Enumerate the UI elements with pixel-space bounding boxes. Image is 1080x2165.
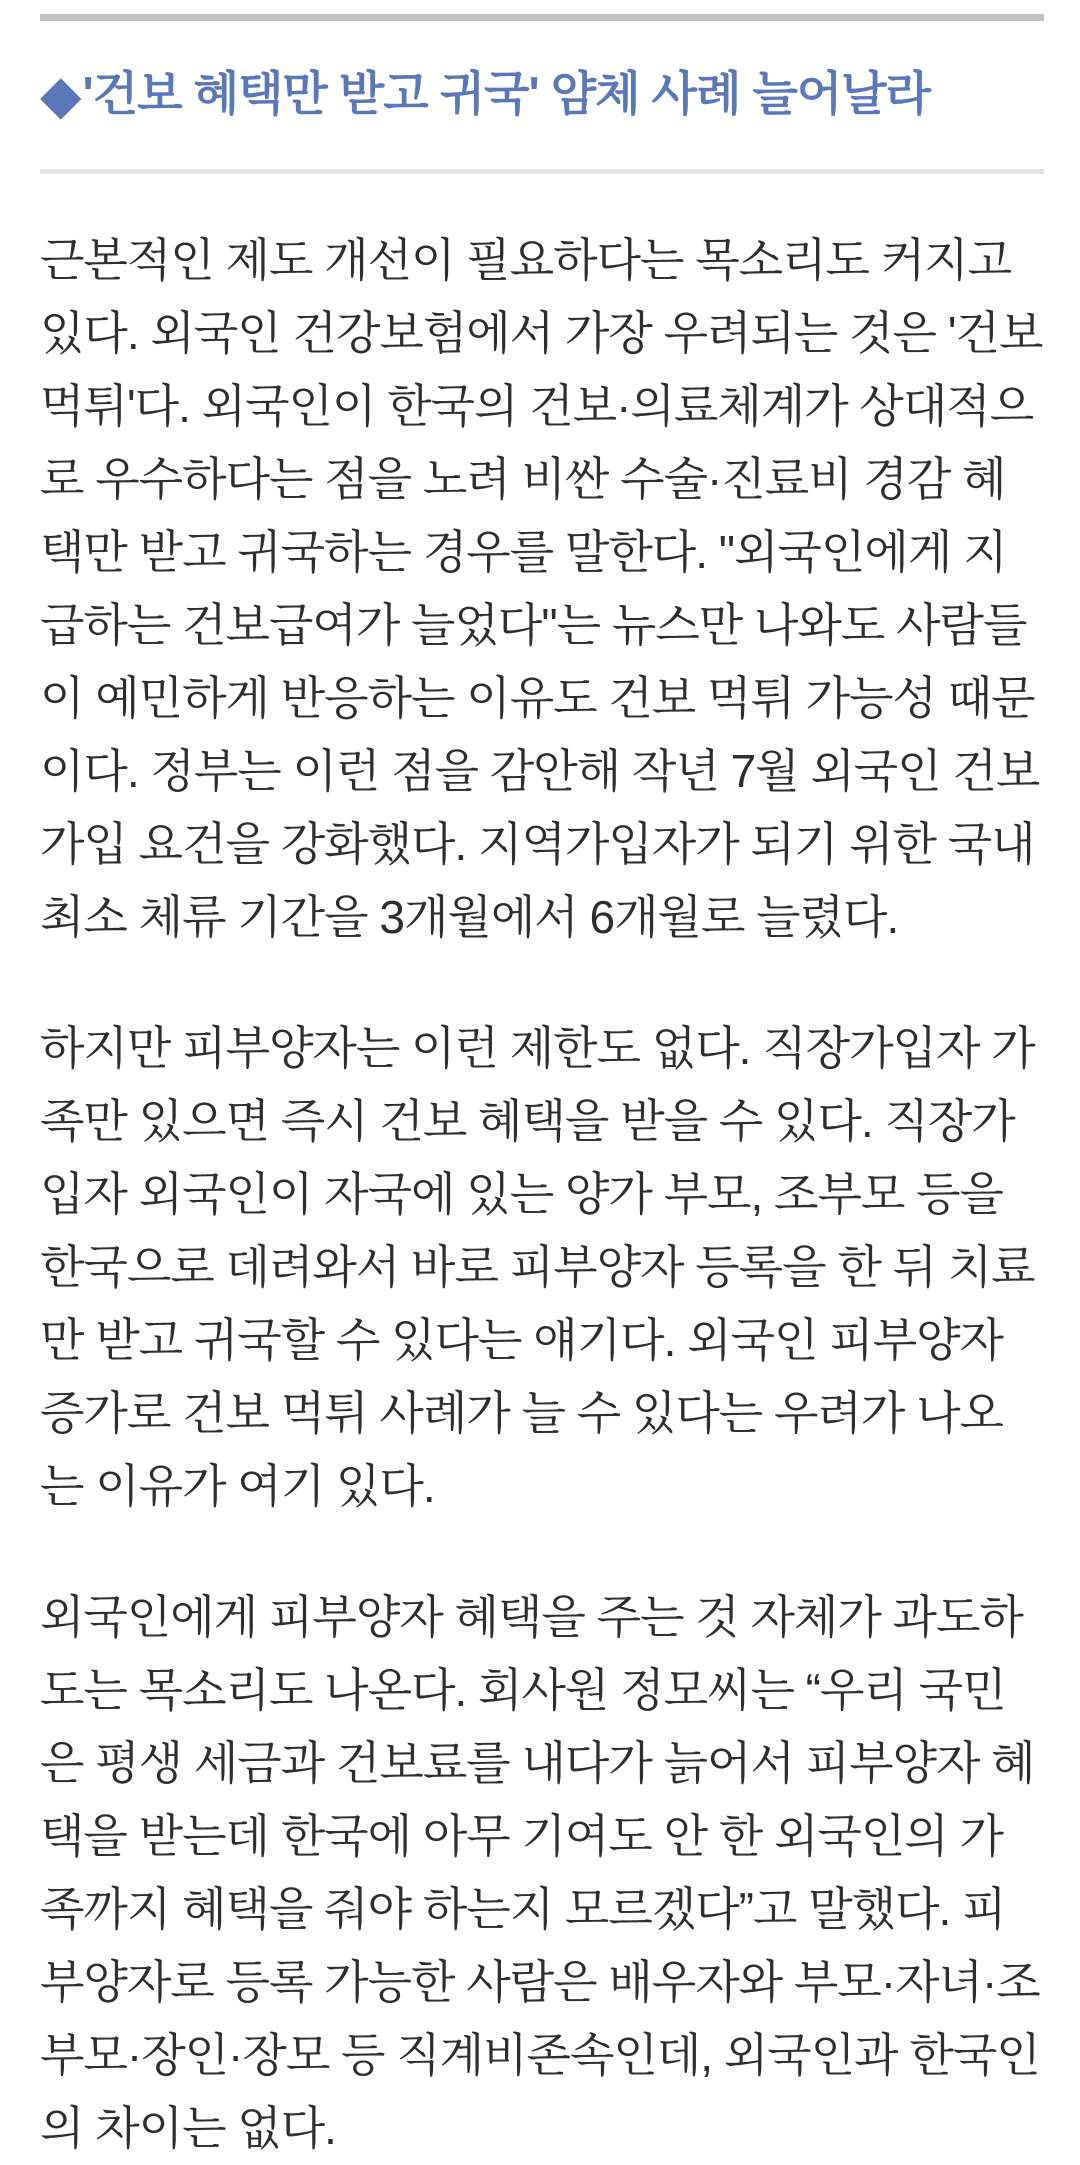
article-paragraph: 외국인에게 피부양자 혜택을 주는 것 자체가 과도하도는 목소리도 나온다. 회사원 정모씨는 “우리 국민은 평생 세금과 건보료를 내다가 늙어서 피부양자 혜택을 받는데 한국에 아무 기여도 안 한 외국인의 가족까지 혜택을 줘야 하는지 모르겠다”고 말했다. 피부양자로 등록 가능한 사람은 배우자와 부모·자녀·조부모·장인·장모 등 직계비존속인데, 외국인과 한국인의 차이는 없다. xyxy=(40,1591,1040,2154)
headline-divider xyxy=(40,169,1044,174)
article-paragraph: 근본적인 제도 개선이 필요하다는 목소리도 커지고 있다. 외국인 건강보험에서 가장 우려되는 것은 '건보 먹튀'다. 외국인이 한국의 건보·의료체계가 상대적으로 우수하다는 점을 노려 비싼 수술·진료비 경감 혜택만 받고 귀국하는 경우를 말한다. "외국인에게 지급하는 건보급여가 늘었다"는 뉴스만 나와도 사람들이 예민하게 반응하는 이유도 건보 먹튀 가능성 때문이다. 정부는 이런 점을 감안해 작년 7월 외국인 건보 가입 요건을 강화했다. 지역가입자가 되기 위한 국내 최소 체류 기간을 3개월에서 6개월로 늘렸다. xyxy=(40,234,1043,943)
section-headline-text: '건보 혜택만 받고 귀국' 얌체 사례 늘어날라 xyxy=(82,67,931,120)
top-divider xyxy=(40,14,1044,21)
diamond-bullet-icon: ◆ xyxy=(40,65,81,125)
article-text-block xyxy=(40,224,1044,2165)
article-paragraph: 하지만 피부양자는 이런 제한도 없다. 직장가입자 가족만 있으면 즉시 건보 혜택을 받을 수 있다. 직장가입자 외국인이 자국에 있는 양가 부모, 조부모 등을 한국으로 데려와서 바로 피부양자 등록을 한 뒤 치료만 받고 귀국할 수 있다는 얘기다. 외국인 피부양자 증가로 건보 먹튀 사례가 늘 수 있다는 우려가 나오는 이유가 여기 있다. xyxy=(40,1022,1035,1512)
section-headline xyxy=(40,63,1044,126)
article-body xyxy=(0,14,1080,2154)
